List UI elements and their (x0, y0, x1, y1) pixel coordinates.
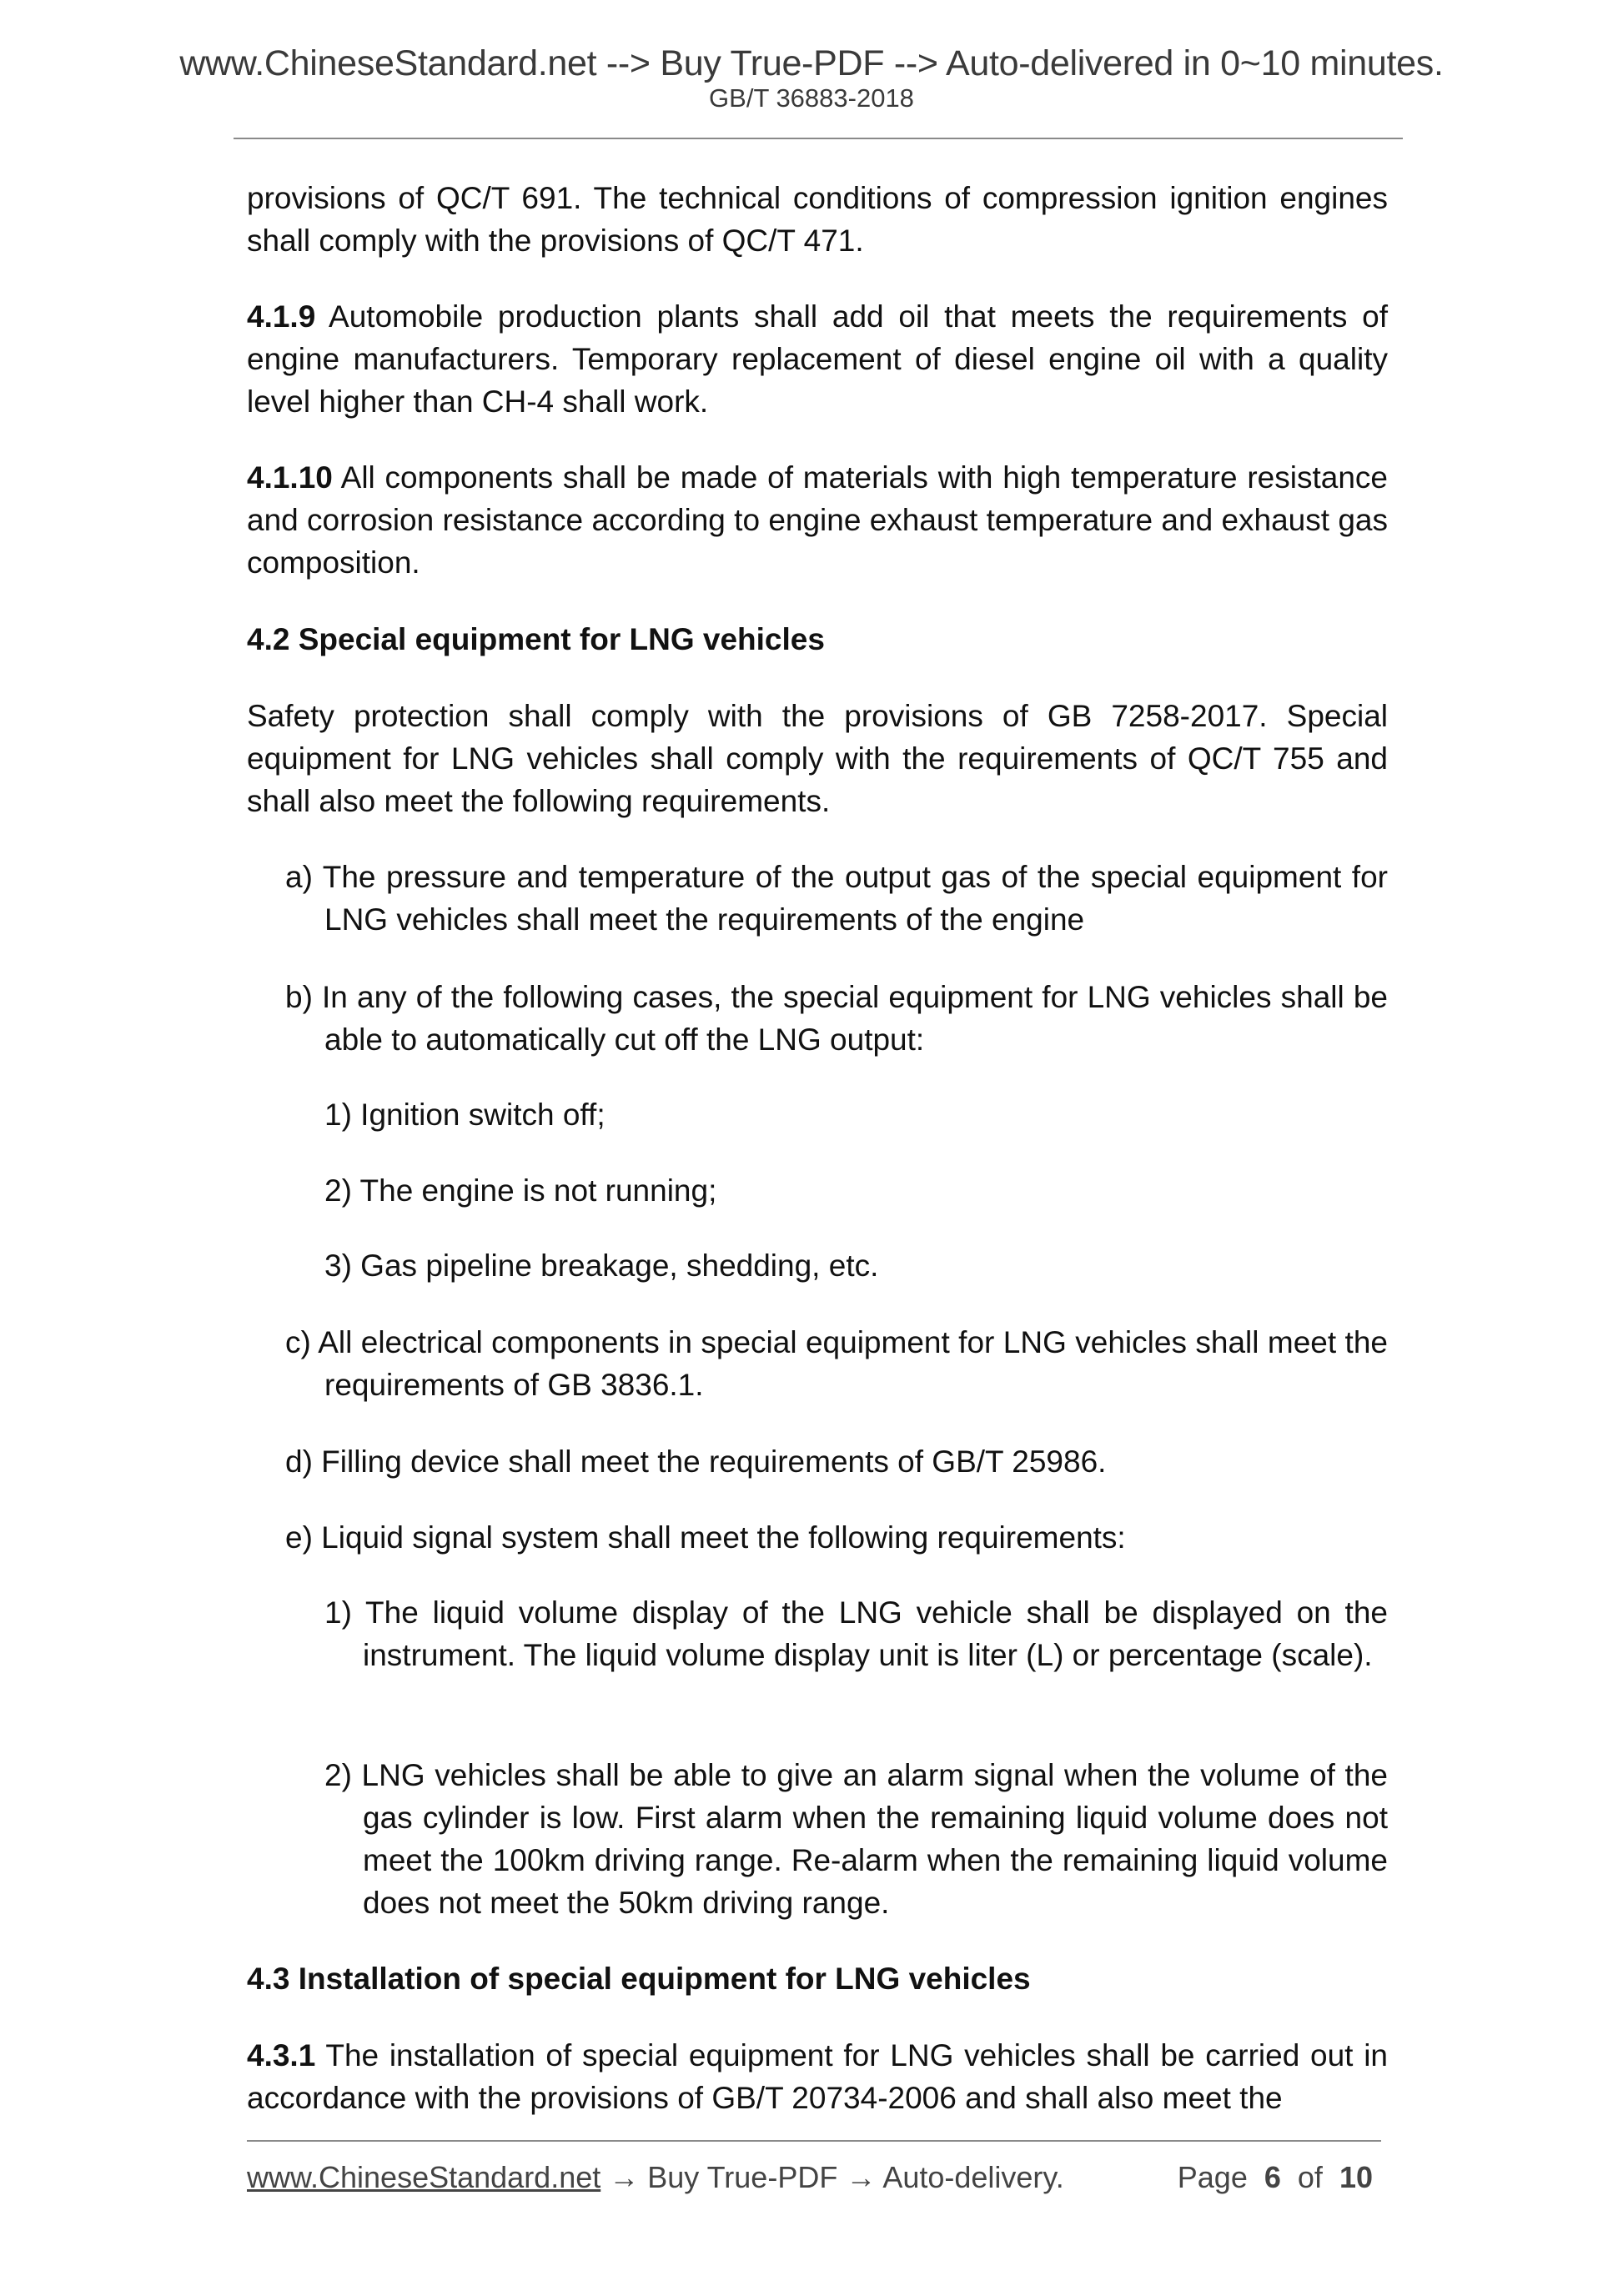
list-item-b-1: 1) Ignition switch off; (324, 1098, 605, 1132)
clause-4-3-1 (247, 2034, 1388, 2119)
page-indicator (1178, 2160, 1373, 2195)
page-label: Page (1177, 2160, 1248, 2194)
list-item-b-2: 2) The engine is not running; (324, 1173, 717, 1208)
list-item-e: e) Liquid signal system shall meet the following requirements: (285, 1520, 1126, 1555)
list-item-b-3: 3) Gas pipeline breakage, shedding, etc. (324, 1248, 879, 1283)
list-item-e-1: 1) The liquid volume display of the LNG vehicle shall be displayed on the instrument. The liquid volume display unit is liter (L) or percentage (scale). (324, 1595, 1388, 1672)
clause-4-1-9 (247, 295, 1388, 423)
footer-link[interactable]: www.ChineseStandard.net (247, 2160, 601, 2194)
footer-text: → Buy True-PDF → Auto-delivery. (600, 2160, 1064, 2194)
section-heading-4-2: 4.2 Special equipment for LNG vehicles (247, 622, 825, 656)
list-item-a: a) The pressure and temperature of the output gas of the special equipment for LNG vehicles shall meet the requirements of the engine (285, 860, 1388, 937)
page-number: 6 (1264, 2160, 1281, 2194)
paragraph-continuation: provisions of QC/T 691. The technical conditions of compression ignition engines shall comply with the provisions of QC/T 471. (247, 181, 1388, 258)
clause-text: Automobile production plants shall add oil that meets the requirements of engine manufacturers. Temporary replacement of diesel engine oil with a quality level higher than CH-4 shall work. (247, 299, 1388, 419)
paragraph-4-2: Safety protection shall comply with the provisions of GB 7258-2017. Special equipment for LNG vehicles shall comply with the requirements of QC/T 755 and shall also meet the following requirements. (247, 699, 1388, 818)
clause-4-1-10 (247, 456, 1388, 584)
document-id: GB/T 36883-2018 (709, 83, 914, 113)
list-item-b: b) In any of the following cases, the special equipment for LNG vehicles shall be able to automatically cut off the LNG output: (285, 980, 1388, 1057)
list-item-d: d) Filling device shall meet the requirements of GB/T 25986. (285, 1444, 1107, 1479)
clause-number: 4.3.1 (247, 2038, 316, 2072)
section-heading-4-3: 4.3 Installation of special equipment for LNG vehicles (247, 1962, 1031, 1996)
clause-text: All components shall be made of materials with high temperature resistance and corrosion resistance according to engine exhaust temperature and exhaust gas composition. (247, 460, 1388, 580)
footer (247, 2160, 1373, 2195)
footer-divider (247, 2140, 1381, 2142)
list-item-e-2: 2) LNG vehicles shall be able to give an alarm signal when the volume of the gas cylinder is low. First alarm when the remaining liquid volume does not meet the 100km driving range. Re-alarm when the remaining liquid volume does not meet the 50km driving range. (324, 1758, 1388, 1920)
clause-text: The installation of special equipment for LNG vehicles shall be carried out in accordance with the provisions of GB/T 20734-2006 and shall also meet the (247, 2038, 1388, 2115)
clause-number: 4.1.10 (247, 460, 333, 495)
page-total: 10 (1339, 2160, 1373, 2194)
header-divider (234, 138, 1403, 139)
header-banner: www.ChineseStandard.net --> Buy True-PDF --> Auto-delivered in 0~10 minutes. (179, 43, 1444, 83)
clause-number: 4.1.9 (247, 299, 316, 334)
list-item-c: c) All electrical components in special equipment for LNG vehicles shall meet the requirements of GB 3836.1. (285, 1325, 1388, 1402)
of-label: of (1297, 2160, 1323, 2194)
